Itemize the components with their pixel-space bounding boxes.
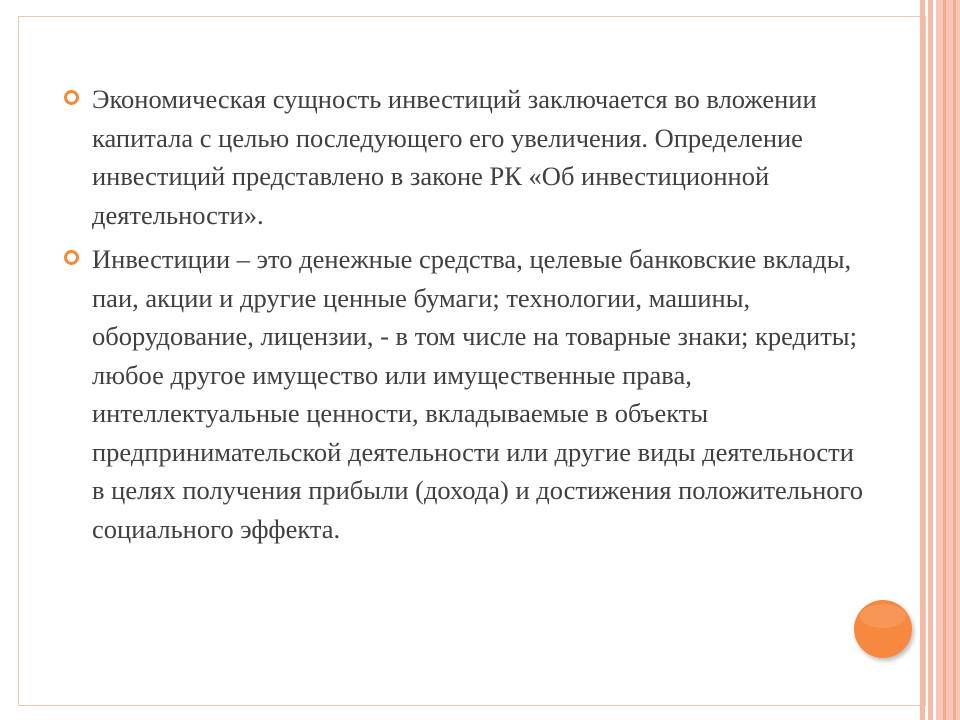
decorative-stripes (920, 0, 960, 720)
ring-bullet-icon (64, 250, 79, 265)
ring-bullet-icon (64, 90, 79, 105)
stripe (936, 0, 960, 720)
bullet-item (64, 240, 864, 548)
stripe (943, 0, 946, 720)
bullet-item (64, 80, 864, 234)
stripe (928, 0, 933, 720)
stripe (920, 0, 925, 720)
stripe (953, 0, 956, 720)
decorative-circle (854, 600, 912, 658)
bullet-text: Экономическая сущность инвестиций заключается во вложении капитала с целью последующего его увеличения. Определение инвестиций представлено в законе РК «Об инвестиционной деятельности». (92, 84, 817, 230)
bullet-text: Инвестиции – это денежные средства, целевые банковские вклады, паи, акции и другие ценные бумаги; технологии, машины, оборудование, лицензии, - в том числе на товарные знаки; кредиты; любое другое имущество или имущественные права, интеллектуальные ценности, вкладываемые в объекты предпринимательской деятельности или другие виды деятельности в целях получения прибыли (дохода) и достижения положительного социального эффекта. (92, 244, 863, 544)
slide-content (64, 80, 864, 554)
